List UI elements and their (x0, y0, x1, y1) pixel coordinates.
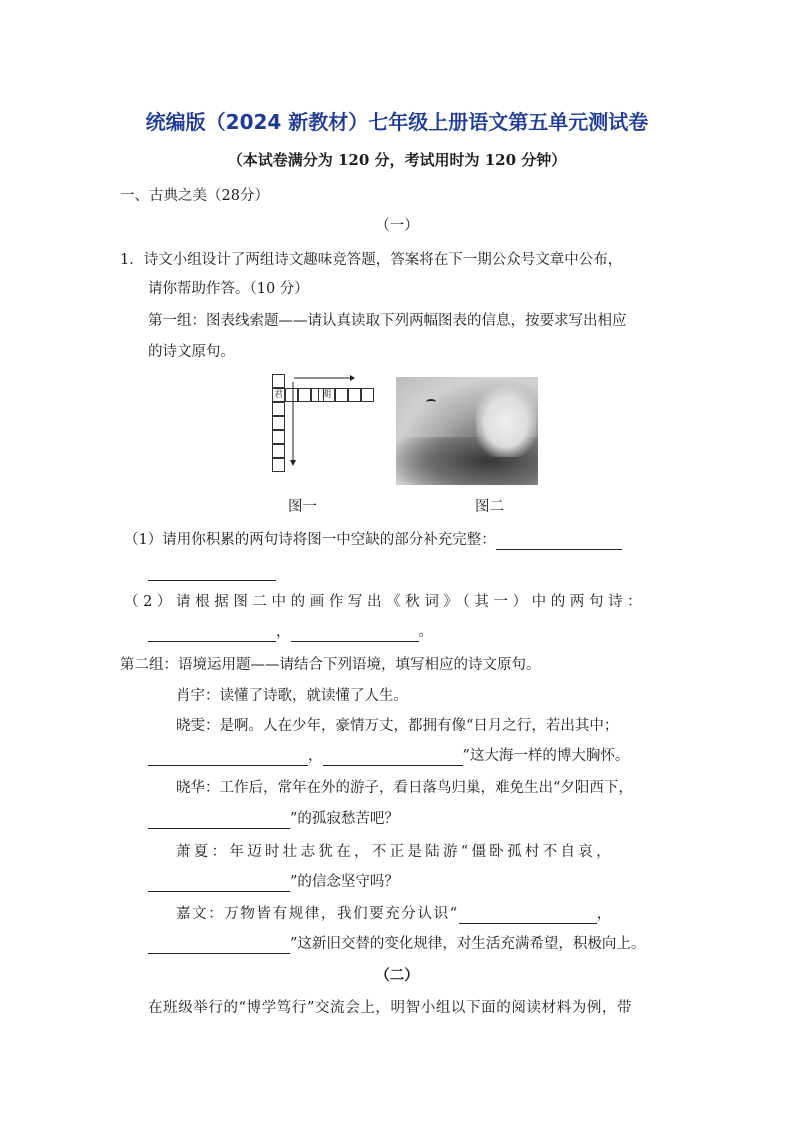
figure-2-caption: 图二 (475, 499, 504, 515)
page-title: 统编版（2024 新教材）七年级上册语文第五单元测试卷 (145, 110, 649, 134)
answer-blank[interactable] (496, 533, 622, 550)
group-2-heading: 第二组：语境运用题——请结合下列语境，填写相应的诗文原句。 (120, 657, 541, 673)
part-heading-2: （二） (375, 967, 419, 984)
comma: ， (276, 624, 291, 640)
sub-question-1-text: （1）请用你积累的两句诗将图一中空缺的部分补充完整： (124, 532, 496, 548)
answer-blank[interactable] (459, 907, 597, 924)
part-heading-1: （一） (375, 218, 419, 234)
group-1-line-2: 的诗文原句。 (148, 344, 235, 360)
answer-blank[interactable] (323, 749, 463, 766)
grid-cell (272, 430, 285, 444)
direction-arrows (288, 372, 358, 472)
dialogue-xiaowen-1: 晓雯：是啊。人在少年，豪情万丈，都拥有像“日月之行，若出其中； (176, 718, 619, 734)
answer-blank[interactable] (148, 749, 308, 766)
answer-blank[interactable] (148, 875, 290, 892)
question-1-line-2: 请你帮助作答。（10 分） (148, 281, 309, 297)
question-1-line-1: 1．诗文小组设计了两组诗文趣味竞答题，答案将在下一期公众号文章中公布， (120, 252, 623, 268)
answer-blank[interactable] (148, 937, 290, 954)
dialogue-text: ”的孤寂愁苦吧？ (290, 811, 399, 827)
grid-cell (272, 374, 285, 388)
comma: ， (596, 906, 613, 922)
dialogue-xiaoyu: 肖宇：读懂了诗歌，就读懂了人生。 (176, 688, 408, 704)
dialogue-text: ”这大海一样的博大胸怀。 (462, 748, 630, 764)
grid-cell-jun: 君 (273, 390, 283, 400)
comma: ， (308, 748, 323, 764)
page-subtitle: （本试卷满分为 120 分，考试用时为 120 分钟） (227, 151, 567, 169)
sub-question-2-answers (148, 622, 433, 642)
answer-blank[interactable] (291, 625, 419, 642)
figure-2-ink-painting (396, 377, 538, 485)
group-1-line-1: 第一组：图表线索题——请认真读取下列两幅图表的信息，按要求写出相应 (148, 313, 627, 329)
sub-question-1 (124, 530, 622, 550)
dialogue-xiaohua-1: 晓华：工作后，常年在外的游子，看日落鸟归巢，难免生出“夕阳西下， (176, 780, 633, 796)
ink-wash (476, 387, 536, 457)
grid-cell (272, 402, 285, 416)
dialogue-xiaowen-2 (148, 746, 629, 766)
dialogue-jiawen-1 (176, 904, 613, 924)
crane-icon (426, 399, 436, 405)
dialogue-xiaoxia-1: 萧夏：年迈时壮志犹在，不正是陆游“僵卧孤村不自哀， (176, 844, 614, 860)
dialogue-text: ”的信念坚守吗？ (290, 874, 399, 890)
reading-intro: 在班级举行的“博学笃行”交流会上，明智小组以下面的阅读材料为例，带 (148, 1000, 633, 1016)
dialogue-text: ”这新旧交替的变化规律，对生活充满希望，积极向上。 (290, 936, 646, 952)
answer-blank[interactable] (148, 564, 276, 581)
grid-cell (272, 458, 285, 472)
grid-cell (272, 444, 285, 458)
dialogue-xiaoxia-2 (148, 872, 399, 892)
answer-blank[interactable] (148, 812, 290, 829)
dialogue-jiawen-2 (148, 934, 645, 954)
answer-blank-row (148, 562, 276, 581)
grid-cell (361, 388, 374, 402)
section-heading: 一、古典之美（28分） (120, 188, 269, 204)
dialogue-xiaohua-2 (148, 809, 399, 829)
dialogue-text: 嘉文：万物皆有规律，我们要充分认识“ (176, 906, 459, 922)
period: 。 (418, 624, 433, 640)
grid-cell-qi: 期 (318, 388, 335, 402)
grid-cell (272, 416, 285, 430)
sub-question-2: （2）请根据图二中的画作写出《秋词》（其一）中的两句诗： (124, 594, 647, 610)
answer-blank[interactable] (148, 625, 276, 642)
figure-1-caption: 图一 (288, 499, 317, 515)
